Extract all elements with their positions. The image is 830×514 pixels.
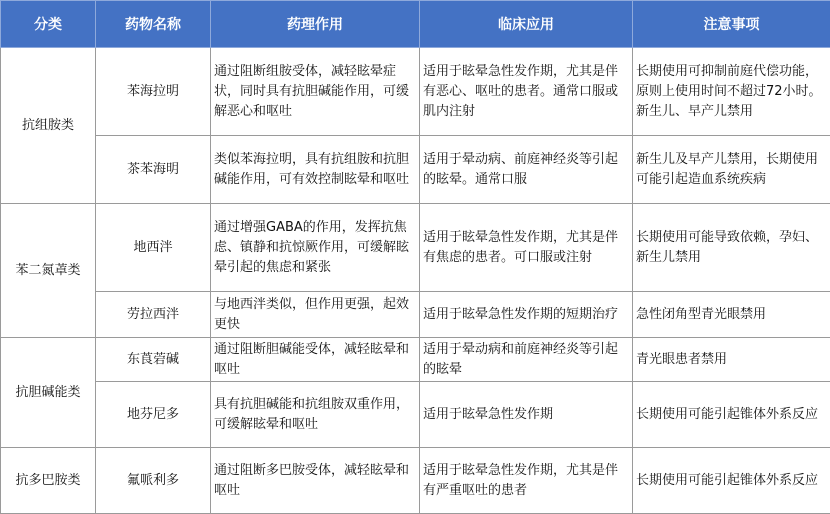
- table-row: [1, 136, 830, 204]
- drug-name-cell: 茶苯海明: [96, 136, 211, 204]
- precautions-cell: 长期使用可能导致依赖，孕妇、新生儿禁用: [633, 204, 830, 292]
- clinical-use-cell: 适用于眩晕急性发作期，尤其是伴有恶心、呕吐的患者。通常口服或肌内注射: [420, 48, 633, 136]
- category-cell: 抗组胺类: [1, 48, 96, 204]
- drug-name-cell: 劳拉西泮: [96, 292, 211, 338]
- pharmacology-cell: 通过阻断胆碱能受体，减轻眩晕和呕吐: [211, 338, 420, 382]
- header-drug-name: 药物名称: [96, 1, 211, 48]
- pharmacology-cell: 通过阻断组胺受体，减轻眩晕症状，同时具有抗胆碱能作用，可缓解恶心和呕吐: [211, 48, 420, 136]
- category-cell: 抗胆碱能类: [1, 338, 96, 448]
- header-row: [1, 1, 830, 48]
- precautions-cell: 长期使用可能引起锥体外系反应: [633, 448, 830, 514]
- clinical-use-cell: 适用于眩晕急性发作期，尤其是伴有严重呕吐的患者: [420, 448, 633, 514]
- precautions-cell: 青光眼患者禁用: [633, 338, 830, 382]
- pharmacology-cell: 通过增强GABA的作用，发挥抗焦虑、镇静和抗惊厥作用，可缓解眩晕引起的焦虑和紧张: [211, 204, 420, 292]
- table-row: [1, 204, 830, 292]
- drug-name-cell: 东莨菪碱: [96, 338, 211, 382]
- table-row: [1, 448, 830, 514]
- pharmacology-cell: 通过阻断多巴胺受体，减轻眩晕和呕吐: [211, 448, 420, 514]
- header-category: 分类: [1, 1, 96, 48]
- category-cell: 苯二氮䓬类: [1, 204, 96, 338]
- table-row: [1, 382, 830, 448]
- clinical-use-cell: 适用于晕动病、前庭神经炎等引起的眩晕。通常口服: [420, 136, 633, 204]
- table-row: [1, 48, 830, 136]
- precautions-cell: 急性闭角型青光眼禁用: [633, 292, 830, 338]
- precautions-cell: 长期使用可能引起锥体外系反应: [633, 382, 830, 448]
- category-cell: 抗多巴胺类: [1, 448, 96, 514]
- drug-name-cell: 地西泮: [96, 204, 211, 292]
- table-row: [1, 292, 830, 338]
- clinical-use-cell: 适用于眩晕急性发作期: [420, 382, 633, 448]
- header-precautions: 注意事项: [633, 1, 830, 48]
- drug-name-cell: 苯海拉明: [96, 48, 211, 136]
- header-clinical-use: 临床应用: [420, 1, 633, 48]
- clinical-use-cell: 适用于眩晕急性发作期的短期治疗: [420, 292, 633, 338]
- clinical-use-cell: 适用于晕动病和前庭神经炎等引起的眩晕: [420, 338, 633, 382]
- pharmacology-cell: 与地西泮类似，但作用更强，起效更快: [211, 292, 420, 338]
- precautions-cell: 长期使用可抑制前庭代偿功能，原则上使用时间不超过72小时。新生儿、早产儿禁用: [633, 48, 830, 136]
- drug-name-cell: 氟哌利多: [96, 448, 211, 514]
- drug-name-cell: 地芬尼多: [96, 382, 211, 448]
- table-row: [1, 338, 830, 382]
- pharmacology-cell: 具有抗胆碱能和抗组胺双重作用，可缓解眩晕和呕吐: [211, 382, 420, 448]
- header-pharmacology: 药理作用: [211, 1, 420, 48]
- precautions-cell: 新生儿及早产儿禁用，长期使用可能引起造血系统疾病: [633, 136, 830, 204]
- pharmacology-cell: 类似苯海拉明，具有抗组胺和抗胆碱能作用，可有效控制眩晕和呕吐: [211, 136, 420, 204]
- clinical-use-cell: 适用于眩晕急性发作期，尤其是伴有焦虑的患者。可口服或注射: [420, 204, 633, 292]
